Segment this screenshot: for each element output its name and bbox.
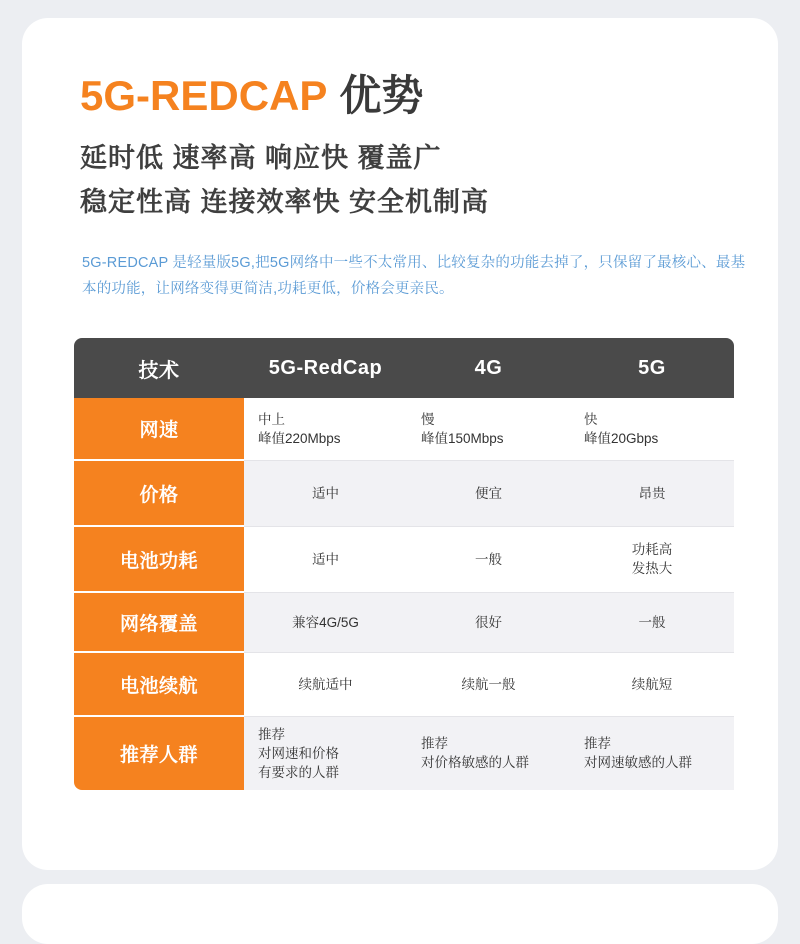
column-header-5g: 5G (570, 338, 734, 398)
cell-line: 慢 (421, 411, 435, 427)
table-cell (407, 592, 570, 652)
row-header-6: 推荐人群 (74, 716, 244, 790)
comparison-table (74, 338, 734, 790)
row-header-4: 网络覆盖 (74, 592, 244, 652)
cell-line: 峰值220Mbps (258, 430, 341, 446)
content-card (22, 18, 778, 870)
table-body (74, 398, 734, 790)
table-cell (407, 716, 570, 790)
table-row (74, 526, 734, 592)
cell-line: 功耗高 (631, 542, 673, 557)
table-cell (407, 526, 570, 592)
column-header-4g: 4G (407, 338, 570, 398)
cell-line: 很好 (475, 614, 502, 630)
table-cell (244, 716, 407, 790)
cell-line: 推荐 (258, 726, 285, 742)
cell-line: 峰值20Gbps (584, 430, 659, 446)
page-title-en: 5G-REDCAP (80, 72, 328, 119)
table-row (74, 652, 734, 716)
table-row (74, 592, 734, 652)
table-cell (570, 526, 734, 592)
cell-line: 快 (584, 411, 598, 427)
row-header-5: 电池续航 (74, 652, 244, 716)
table-cell (407, 398, 570, 460)
cell-line: 适中 (312, 485, 339, 501)
cell-line: 发热大 (631, 561, 673, 576)
table-row (74, 460, 734, 526)
subtitle (80, 136, 489, 224)
table-cell (244, 398, 407, 460)
table-cell (570, 398, 734, 460)
table-cell (570, 592, 734, 652)
cell-line: 续航短 (631, 676, 673, 692)
page-title (80, 63, 423, 123)
cell-line: 推荐 (421, 736, 448, 751)
cell-line: 续航适中 (298, 676, 353, 692)
table-cell (407, 460, 570, 526)
cell-line: 对价格敏感的人群 (421, 755, 529, 770)
table-cell (407, 652, 570, 716)
subtitle-line-1: 延时低 速率高 响应快 覆盖广 (80, 143, 442, 173)
table-row (74, 398, 734, 460)
table-cell (244, 460, 407, 526)
table-cell (244, 652, 407, 716)
cell-line: 有要求的人群 (258, 764, 339, 780)
subtitle-line-2: 稳定性高 连接效率快 安全机制高 (80, 187, 490, 217)
cell-line: 一般 (475, 551, 502, 567)
column-header-tech: 技术 (74, 338, 244, 398)
table-cell (244, 592, 407, 652)
row-header-2: 价格 (74, 460, 244, 526)
table-head (74, 338, 734, 398)
comparison-table-wrap (74, 338, 734, 790)
cell-line: 适中 (312, 551, 339, 567)
table-cell (570, 716, 734, 790)
cell-line: 峰值150Mbps (421, 430, 504, 446)
table-header-row (74, 338, 734, 398)
cell-line: 续航一般 (461, 676, 516, 692)
cell-line: 中上 (258, 411, 285, 427)
cell-line: 昂贵 (638, 485, 666, 501)
description-text: 5G-REDCAP 是轻量版5G,把5G网络中一些不太常用、比较复杂的功能去掉了，只保留了最核心、最基本的功能，让网络变得更简洁,功耗更低，价格会更亲民。 (82, 255, 746, 297)
cell-line: 推荐 (584, 736, 611, 751)
table-cell (570, 652, 734, 716)
cell-line: 对网速和价格 (258, 745, 339, 761)
cell-line: 对网速敏感的人群 (584, 755, 692, 770)
cell-line: 一般 (638, 614, 666, 630)
row-header-3: 电池功耗 (74, 526, 244, 592)
table-cell (570, 460, 734, 526)
cell-line: 兼容4G/5G (292, 614, 359, 630)
table-cell (244, 526, 407, 592)
table-row (74, 716, 734, 790)
row-header-1: 网速 (74, 398, 244, 460)
content-card-bottom (22, 884, 778, 944)
cell-line: 便宜 (475, 485, 502, 501)
column-header-redcap: 5G-RedCap (244, 338, 407, 398)
page-title-cn: 优势 (339, 72, 424, 119)
